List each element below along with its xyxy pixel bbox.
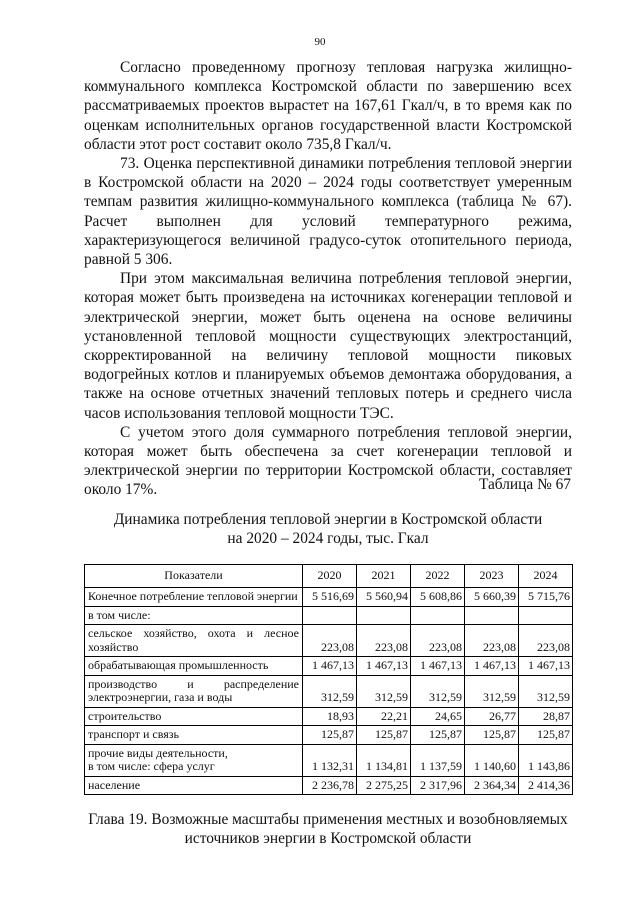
table-row bbox=[85, 744, 573, 776]
header-2021: 2021 bbox=[357, 565, 411, 588]
cell-value: 125,87 bbox=[465, 726, 519, 745]
row-label: Конечное потребление тепловой энергии bbox=[85, 588, 303, 607]
table-row bbox=[85, 776, 573, 795]
cell-value: 312,59 bbox=[519, 675, 573, 707]
chapter-heading bbox=[84, 810, 572, 848]
row-label: население bbox=[85, 776, 303, 795]
cell-value: 223,08 bbox=[465, 625, 519, 657]
row-label: транспорт и связь bbox=[85, 726, 303, 745]
table-row bbox=[85, 675, 573, 707]
cell-value: 1 467,13 bbox=[357, 657, 411, 676]
cell-value: 5 715,76 bbox=[519, 588, 573, 607]
cell-value: 2 414,36 bbox=[519, 776, 573, 795]
body-text bbox=[84, 58, 572, 500]
cell-value: 1 143,86 bbox=[519, 744, 573, 776]
cell-value bbox=[411, 606, 465, 625]
cell-value: 312,59 bbox=[411, 675, 465, 707]
cell-value: 2 275,25 bbox=[357, 776, 411, 795]
row-label: в том числе: bbox=[85, 606, 303, 625]
cell-value bbox=[303, 606, 357, 625]
cell-value: 1 132,31 bbox=[303, 744, 357, 776]
cell-value: 28,87 bbox=[519, 707, 573, 726]
cell-value: 312,59 bbox=[465, 675, 519, 707]
paragraph-3: При этом максимальная величина потребления тепловой энергии, которая может быть произведена на источниках когенерации тепловой и электрической энергии, может быть оценена на основе величины установленной тепловой мощности существующих электростанций, скорректированной на величину тепловой мощности пиковых водогрейных котлов и планируемых объемов демонтажа оборудования, а также на основе отчетных значений тепловых потерь и среднего числа часов использования тепловой мощности ТЭС. bbox=[84, 270, 572, 422]
cell-value: 2 317,96 bbox=[411, 776, 465, 795]
cell-value: 1 467,13 bbox=[465, 657, 519, 676]
cell-value: 5 608,86 bbox=[411, 588, 465, 607]
cell-value: 312,59 bbox=[357, 675, 411, 707]
header-2024: 2024 bbox=[519, 565, 573, 588]
table-title-line-2: на 2020 – 2024 годы, тыс. Гкал bbox=[227, 530, 429, 547]
table-title bbox=[84, 510, 572, 548]
row-label: сельское хозяйство, охота и лесное хозяйство bbox=[85, 625, 303, 657]
paragraph-2: 73. Оценка перспективной динамики потребления тепловой энергии в Костромской области на 2020 – 2024 годы соответствует умеренным темпам развития жилищно-коммунального комплекса (таблица № 67). Расчет выполнен для условий температурного режима, характеризующегося величиной градусо-суток отопительного периода, равной 5 306. bbox=[84, 155, 572, 269]
cell-value: 18,93 bbox=[303, 707, 357, 726]
cell-value: 1 140,60 bbox=[465, 744, 519, 776]
cell-value: 125,87 bbox=[357, 726, 411, 745]
cell-value bbox=[465, 606, 519, 625]
table-header-row bbox=[85, 565, 573, 588]
header-2020: 2020 bbox=[303, 565, 357, 588]
cell-value: 223,08 bbox=[411, 625, 465, 657]
row-label-line-2: в том числе: сфера услуг bbox=[88, 759, 215, 773]
cell-value bbox=[519, 606, 573, 625]
row-label: производство и распределение электроэнергии, газа и воды bbox=[85, 675, 303, 707]
table-row bbox=[85, 606, 573, 625]
cell-value: 125,87 bbox=[411, 726, 465, 745]
paragraph-1: Согласно проведенному прогнозу тепловая нагрузка жилищно-коммунального комплекса Костромской области по завершению всех рассматриваемых проектов вырастет на 167,61 Гкал/ч, в то время как по оценкам исполнительных органов государственной власти Костромской области этот рост составит около 735,8 Гкал/ч. bbox=[84, 59, 572, 153]
cell-value: 5 516,69 bbox=[303, 588, 357, 607]
cell-value: 24,65 bbox=[411, 707, 465, 726]
cell-value: 2 364,34 bbox=[465, 776, 519, 795]
cell-value bbox=[357, 606, 411, 625]
cell-value: 1 134,81 bbox=[357, 744, 411, 776]
cell-value: 5 560,94 bbox=[357, 588, 411, 607]
cell-value: 5 660,39 bbox=[465, 588, 519, 607]
table-title-line-1: Динамика потребления тепловой энергии в Костромской области bbox=[113, 511, 543, 528]
row-label: строительство bbox=[85, 707, 303, 726]
header-2023: 2023 bbox=[465, 565, 519, 588]
row-label: обрабатывающая промышленность bbox=[85, 657, 303, 676]
cell-value: 223,08 bbox=[357, 625, 411, 657]
cell-value: 1 467,13 bbox=[303, 657, 357, 676]
cell-value: 26,77 bbox=[465, 707, 519, 726]
consumption-table bbox=[84, 564, 573, 795]
table-row bbox=[85, 726, 573, 745]
table-row bbox=[85, 657, 573, 676]
cell-value: 125,87 bbox=[519, 726, 573, 745]
table-number: Таблица № 67 bbox=[478, 476, 571, 493]
header-indicator: Показатели bbox=[85, 565, 303, 588]
header-2022: 2022 bbox=[411, 565, 465, 588]
cell-value: 1 467,13 bbox=[411, 657, 465, 676]
cell-value: 312,59 bbox=[303, 675, 357, 707]
cell-value: 2 236,78 bbox=[303, 776, 357, 795]
table-row bbox=[85, 588, 573, 607]
cell-value: 1 467,13 bbox=[519, 657, 573, 676]
cell-value: 1 137,59 bbox=[411, 744, 465, 776]
cell-value: 223,08 bbox=[519, 625, 573, 657]
page-number: 90 bbox=[314, 36, 326, 48]
paragraph-4: С учетом этого доля суммарного потребления тепловой энергии, которая может быть обеспечена за счет когенерации тепловой и электрической энергии по территории Костромской области, составляет около 17%. bbox=[84, 423, 572, 499]
cell-value: 22,21 bbox=[357, 707, 411, 726]
row-label bbox=[85, 744, 303, 776]
table-row bbox=[85, 707, 573, 726]
cell-value: 223,08 bbox=[303, 625, 357, 657]
cell-value: 125,87 bbox=[303, 726, 357, 745]
row-label-line-1: прочие виды деятельности, bbox=[88, 745, 228, 760]
table-row bbox=[85, 625, 573, 657]
chapter-heading-line-2: источников энергии в Костромской области bbox=[184, 830, 472, 847]
chapter-heading-line-1: Глава 19. Возможные масштабы применения местных и возобновляемых bbox=[88, 811, 568, 828]
